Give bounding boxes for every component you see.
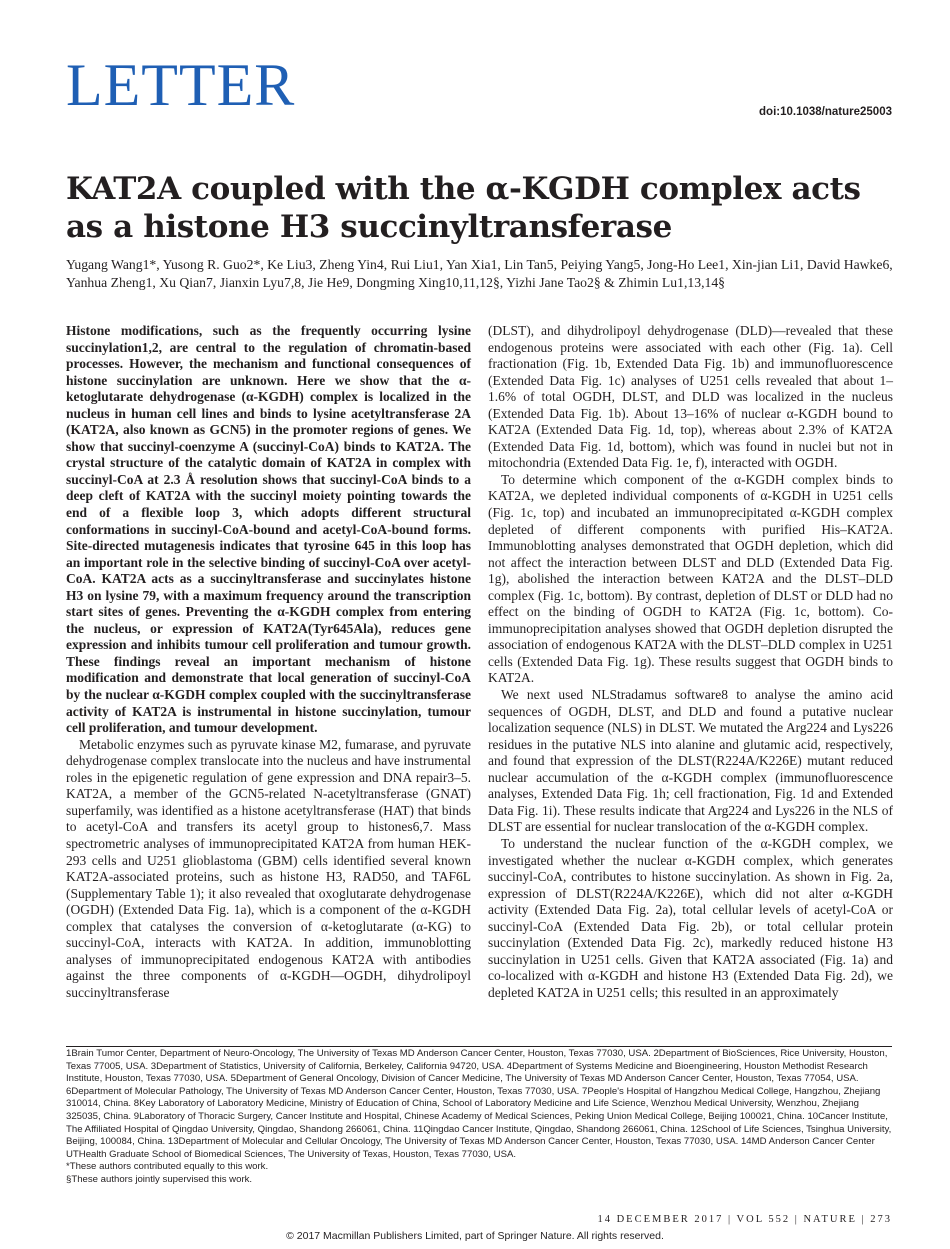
copyright-line: © 2017 Macmillan Publishers Limited, part of Springer Nature. All rights reserved.: [286, 1230, 664, 1242]
body-paragraph: (DLST), and dihydrolipoyl dehydrogenase (DLD)—revealed that these endogenous proteins were associated with each other (Fig. 1a). Cell fractionation (Fig. 1b, Extended Data Fig. 1b) and immunofluorescence (Extended Data Fig. 1c) analyses of U251 cells revealed that about 1–1.6% of total OGDH, DLST, and DLD was localized in the nucleus (Extended Data Fig. 1b). About 13–16% of nuclear α-KGDH bound to KAT2A (Extended Data Fig. 1d, top), whereas about 2.3% of KAT2A (Extended Data Fig. 1d, bottom), which was found in nuclei but not in mitochondria (Extended Data Fig. 1e, f), interacted with OGDH.: [488, 323, 893, 471]
body-paragraph: To understand the nuclear function of the α-KGDH complex, we investigated whether the nuclear α-KGDH complex, which generates succinyl-CoA, contributes to histone succinylation. As shown in Fig. 2a, expression of DLST(R224A/K226E), which did not alter α-KGDH activity (Extended Data Fig. 2a), total cellular levels of acetyl-CoA or succinyl-CoA (Extended Data Fig. 2b), or total cellular protein succinylation (Extended Data Fig. 2c), markedly reduced histone H3 succinylation in U251 cells. Given that KAT2A associated (Fig. 1a) and co-localized with α-KGDH and histone H3 (Extended Data Fig. 2d), we depleted KAT2A in U251 cells; this resulted in an approximately: [488, 835, 893, 1000]
doi-link[interactable]: doi:10.1038/nature25003: [759, 106, 892, 118]
body-paragraph: We next used NLStradamus software8 to analyse the amino acid sequences of OGDH, DLST, and DLD and found a putative nuclear localization sequence (NLS) in DLST. We mutated the Arg224 and Lys226 residues in the putative NLS into alanine and glutamic acid, respectively, and found that expression of the DLST(R224A/K226E) mutant reduced nuclear accumulation of the α-KGDH complex (immunofluorescence analyses, Extended Data Fig. 1h; cell fractionation, Fig. 1d and Extended Data Fig. 1i). These results indicate that Arg224 and Lys226 in the NLS of DLST are essential for nuclear translocation of the α-KGDH complex.: [488, 687, 893, 835]
affiliation-list: 1Brain Tumor Center, Department of Neuro-Oncology, The University of Texas MD Anderson Cancer Center, Houston, Texas 77030, USA. 2Department of BioSciences, Rice University, Houston, Texas 77005, USA. 3Department of Statistics, University of California, Berkeley, California 94720, USA. 4Department of Systems Medicine and Bioengineering, Houston Methodist Research Institute, Houston, Texas 77030, USA. 5Department of General Oncology, Division of Cancer Medicine, The University of Texas MD Anderson Cancer Center, Houston, Texas 77054, USA. 6Department of Molecular Pathology, The University of Texas MD Anderson Cancer Center, Houston, Texas 77030, USA. 7People's Hospital of Hangzhou Medical College, Hangzhou, Zhejiang 310014, China. 8Key Laboratory of Laboratory Medicine, Ministry of Education of China, School of Laboratory Medicine and Life Science, Wenzhou Medical University, Wenzhou, Zhejiang 325035, China. 9Laboratory of Thoracic Surgery, Cancer Institute and Hospital, Chinese Academy of Medical Sciences, Peking Union Medical College, Beijing 100021, China. 10Cancer Institute, The Affiliated Hospital of Qingdao University, Qingdao, Shandong 266061, China. 11Qingdao Cancer Institute, Qingdao, Shandong 266061, China. 12School of Life Sciences, Tsinghua University, Beijing, 100084, China. 13Department of Molecular and Cellular Oncology, The University of Texas MD Anderson Cancer Center, Houston, Texas 77030, USA. 14MD Anderson Cancer Center UTHealth Graduate School of Biomedical Sciences, The University of Texas, Houston, Texas 77030, USA.: [66, 1048, 892, 1160]
left-column: [66, 323, 471, 1001]
page-folio: 14 DECEMBER 2017 | VOL 552 | NATURE | 273: [597, 1214, 892, 1225]
abstract-paragraph: Histone modifications, such as the frequently occurring lysine succinylation1,2, are central to the regulation of chromatin-based processes. However, the mechanism and functional consequences of histone succinylation are unknown. Here we show that the α-ketoglutarate dehydrogenase (α-KGDH) complex is localized in the nucleus in human cell lines and binds to lysine acetyltransferase 2A (KAT2A, also known as GCN5) in the promoter regions of genes. We show that succinyl-coenzyme A (succinyl-CoA) binds to KAT2A. The crystal structure of the catalytic domain of KAT2A in complex with succinyl-CoA at 2.3 Å resolution shows that succinyl-CoA binds to a deep cleft of KAT2A with the succinyl moiety pointing towards the end of a flexible loop 3, which adopts different structural conformations in succinyl-CoA-bound and acetyl-CoA-bound forms. Site-directed mutagenesis indicates that tyrosine 645 in this loop has an important role in the selective binding of succinyl-CoA over acetyl-CoA. KAT2A acts as a succinyltransferase and succinylates histone H3 on lysine 79, with a maximum frequency around the transcription start sites of genes. Preventing the α-KGDH complex from entering the nucleus, or expression of KAT2A(Tyr645Ala), reduces gene expression and inhibits tumour cell proliferation and tumour growth. These findings reveal an important mechanism of histone modification and demonstrate that local generation of succinyl-CoA by the nuclear α-KGDH complex coupled with the succinyltransferase activity of KAT2A is instrumental in histone succinylation, tumour cell proliferation, and tumour development.: [66, 323, 471, 736]
article-title: KAT2A coupled with the α-KGDH complex acts as a histone H3 succinyltransferase: [66, 171, 861, 245]
body-paragraph: To determine which component of the α-KGDH complex binds to KAT2A, we depleted individual components of α-KGDH in U251 cells (Fig. 1c, top) and incubated an immunoprecipitated α-KGDH complex depleted of different components with purified His–KAT2A. Immunoblotting analyses demonstrated that OGDH depletion, which did not affect the interaction between DLST and DLD (Extended Data Fig. 1g), abolished the interaction between KAT2A and the DLST–DLD complex (Fig. 1c, bottom). By contrast, depletion of DLST or DLD had no effect on the binding of OGDH to KAT2A (Fig. 1c, bottom). Co-immunoprecipitation analyses showed that OGDH depletion disrupted the association of endogenous KAT2A with the DLST–DLD complex in U251 cells (Extended Data Fig. 1g). These results suggest that OGDH binds to KAT2A.: [488, 471, 893, 686]
joint-supervision-note: §These authors jointly supervised this work.: [66, 1173, 253, 1185]
right-column: [488, 323, 893, 1001]
body-paragraph: Metabolic enzymes such as pyruvate kinase M2, fumarase, and pyruvate dehydrogenase complex translocate into the nucleus and have instrumental roles in the epigenetic regulation of gene expression and DNA repair3–5. KAT2A, a member of the GCN5-related N-acetyltransferase (GNAT) superfamily, was identified as a histone acetyltransferase (HAT) that binds to acetyl-CoA and transfers its acetyl group to histones6,7. Mass spectrometric analyses of immunoprecipitated KAT2A from human HEK-293 cells and U251 glioblastoma (GBM) cells identified several known KAT2A-associated proteins, such as histone H3, RAD50, and TAF6L (Supplementary Table 1); it also revealed that oxoglutarate dehydrogenase (OGDH) (Extended Data Fig. 1a), which is a component of the α-KGDH complex that catalyses the conversion of α-ketoglutarate (α-KG) to succinyl-CoA, interacts with KAT2A. In addition, immunoblotting analyses of immunoprecipitated endogenous KAT2A with antibodies against the three components of α-KGDH—OGDH, dihydrolipoyl succinyltransferase: [66, 736, 471, 1000]
equal-contribution-note: *These authors contributed equally to this work.: [66, 1161, 269, 1173]
author-list: Yugang Wang1*, Yusong R. Guo2*, Ke Liu3, Zheng Yin4, Rui Liu1, Yan Xia1, Lin Tan5, Peiying Yang5, Jong-Ho Lee1, Xin-jian Li1, David Hawke6, Yanhua Zheng1, Xu Qian7, Jianxin Lyu7,8, Jie He9, Dongming Xing10,11,12§, Yizhi Jane Tao2§ & Zhimin Lu1,13,14§: [66, 257, 893, 290]
article-type-kicker: LETTER: [66, 52, 296, 118]
affiliations-footnote: [66, 1046, 892, 1187]
